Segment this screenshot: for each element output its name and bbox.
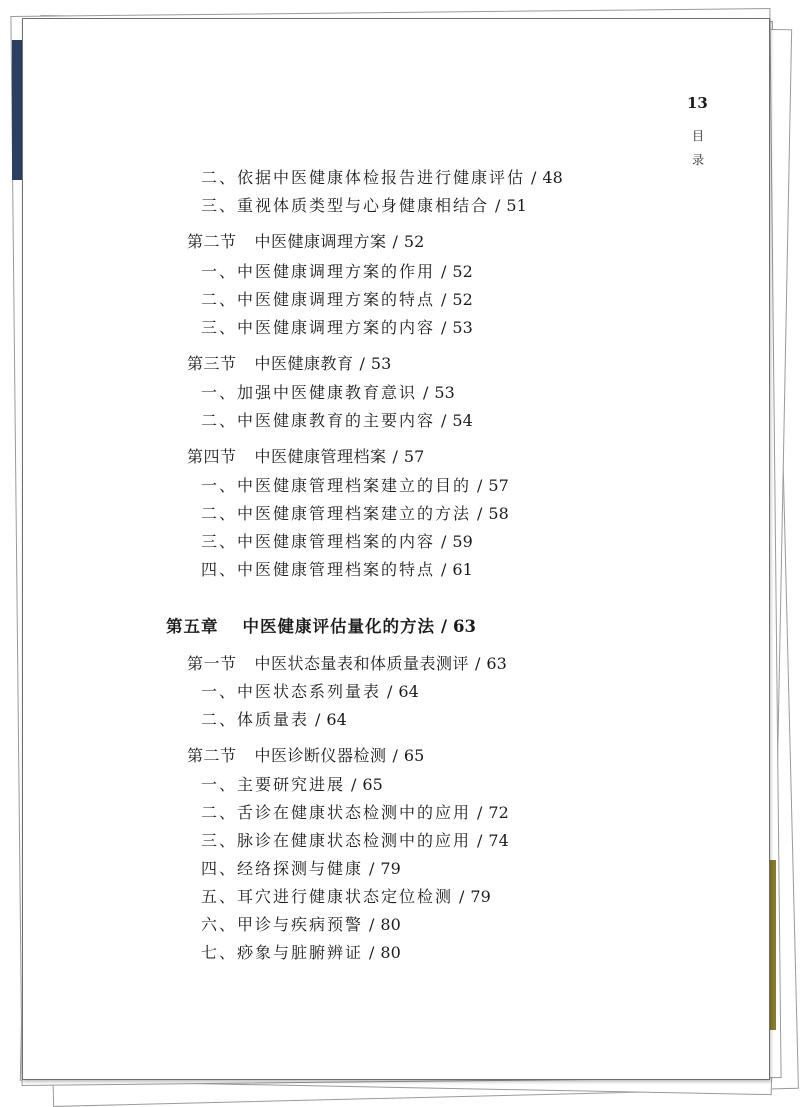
toc-section-entry[interactable] (187, 444, 424, 467)
toc-separator: / (392, 447, 398, 466)
toc-page-number: 64 (326, 710, 347, 729)
toc-separator: / (531, 168, 537, 187)
toc-separator: / (477, 476, 483, 495)
toc-item-entry[interactable] (201, 165, 563, 188)
toc-page-number: 57 (488, 476, 509, 495)
toc-separator: / (477, 831, 483, 850)
toc-entry-title: 二、中医健康教育的主要内容 (201, 411, 436, 430)
toc-page-number: 53 (434, 383, 455, 402)
toc-entry-title: 三、中医健康调理方案的内容 (201, 318, 436, 337)
book-cover-edge (12, 40, 22, 180)
toc-section-entry[interactable] (187, 351, 391, 374)
toc-item-entry[interactable] (201, 707, 347, 730)
toc-entry-title: 一、加强中医健康教育意识 (201, 383, 418, 402)
toc-section-entry[interactable] (187, 743, 424, 766)
toc-entry-title: 二、中医健康调理方案的特点 (201, 290, 436, 309)
toc-page-number: 65 (362, 775, 383, 794)
toc-entry-title: 四、经络探测与健康 (201, 859, 364, 878)
toc-entry-title: 三、重视体质类型与心身健康相结合 (201, 196, 490, 215)
toc-separator: / (441, 262, 447, 281)
toc-separator: / (351, 775, 357, 794)
toc-page-number: 48 (542, 168, 563, 187)
toc-entry-title: 一、中医状态系列量表 (201, 682, 382, 701)
toc-page (22, 18, 770, 1080)
toc-item-entry[interactable] (201, 884, 491, 907)
toc-section-label: 第四节 (187, 447, 237, 466)
toc-entry-title: 三、中医健康管理档案的内容 (201, 532, 436, 551)
toc-section-entry[interactable] (187, 229, 424, 252)
toc-section-label: 第一节 (187, 654, 237, 673)
toc-page-number: 72 (488, 803, 509, 822)
toc-separator: / (475, 654, 481, 673)
toc-entry-title: 中医健康调理方案 (254, 232, 387, 251)
page-number: 13 (687, 94, 708, 112)
toc-item-entry[interactable] (201, 529, 473, 552)
toc-page-number: 80 (380, 915, 401, 934)
toc-section-label: 第三节 (187, 354, 237, 373)
toc-item-entry[interactable] (201, 473, 509, 496)
toc-page-number: 79 (380, 859, 401, 878)
toc-entry-title: 一、中医健康调理方案的作用 (201, 262, 436, 281)
toc-section-entry[interactable] (187, 651, 507, 674)
running-head: 目录 (691, 129, 704, 167)
toc-item-entry[interactable] (201, 380, 455, 403)
toc-separator: / (477, 504, 483, 523)
toc-separator: / (387, 682, 393, 701)
toc-page-number: 80 (380, 943, 401, 962)
toc-separator: / (495, 196, 501, 215)
toc-page-number: 65 (403, 746, 425, 765)
toc-separator: / (359, 354, 365, 373)
toc-separator: / (369, 943, 375, 962)
toc-separator: / (423, 383, 429, 402)
toc-page-number: 64 (398, 682, 419, 701)
toc-entry-title: 二、依据中医健康体检报告进行健康评估 (201, 168, 526, 187)
toc-item-entry[interactable] (201, 408, 473, 431)
toc-page-number: 63 (486, 654, 507, 673)
toc-item-entry[interactable] (201, 912, 401, 935)
toc-entry-title: 一、中医健康管理档案建立的目的 (201, 476, 472, 495)
toc-entry-title: 二、舌诊在健康状态检测中的应用 (201, 803, 472, 822)
toc-entry-title: 二、体质量表 (201, 710, 310, 729)
toc-page-number: 63 (453, 617, 476, 636)
toc-entry-title: 中医健康管理档案 (254, 447, 387, 466)
toc-entry-title: 七、痧象与脏腑辨证 (201, 943, 364, 962)
toc-item-entry[interactable] (201, 287, 473, 310)
toc-page-number: 58 (488, 504, 509, 523)
toc-chapter-label: 第五章 (166, 617, 219, 636)
toc-separator: / (392, 232, 398, 251)
toc-entry-title: 中医健康评估量化的方法 (242, 617, 435, 636)
toc-separator: / (315, 710, 321, 729)
toc-separator: / (477, 803, 483, 822)
toc-separator: / (441, 318, 447, 337)
toc-separator: / (392, 746, 398, 765)
toc-item-entry[interactable] (201, 772, 383, 795)
toc-separator: / (441, 560, 447, 579)
toc-entry-title: 四、中医健康管理档案的特点 (201, 560, 436, 579)
toc-separator: / (441, 532, 447, 551)
toc-page-number: 51 (506, 196, 527, 215)
toc-entry-title: 中医健康教育 (254, 354, 354, 373)
toc-page-number: 59 (452, 532, 473, 551)
toc-item-entry[interactable] (201, 940, 401, 963)
toc-item-entry[interactable] (201, 828, 509, 851)
toc-separator: / (369, 859, 375, 878)
toc-chapter-entry[interactable] (166, 613, 476, 637)
toc-item-entry[interactable] (201, 259, 473, 282)
toc-separator: / (441, 290, 447, 309)
toc-entry-title: 一、主要研究进展 (201, 775, 346, 794)
toc-separator: / (369, 915, 375, 934)
toc-separator: / (441, 411, 447, 430)
toc-page-number: 79 (470, 887, 491, 906)
toc-section-label: 第二节 (187, 746, 237, 765)
toc-page-number: 61 (452, 560, 473, 579)
toc-item-entry[interactable] (201, 800, 509, 823)
toc-entry-title: 二、中医健康管理档案建立的方法 (201, 504, 472, 523)
toc-page-number: 57 (403, 447, 425, 466)
toc-section-label: 第二节 (187, 232, 237, 251)
toc-page-number: 52 (452, 262, 473, 281)
toc-item-entry[interactable] (201, 315, 473, 338)
toc-item-entry[interactable] (201, 193, 527, 216)
toc-entry-title: 中医诊断仪器检测 (254, 746, 387, 765)
toc-entry-title: 中医状态量表和体质量表测评 (254, 654, 470, 673)
toc-separator: / (441, 617, 448, 636)
toc-item-entry[interactable] (201, 557, 473, 580)
toc-item-entry[interactable] (201, 679, 419, 702)
toc-separator: / (459, 887, 465, 906)
toc-page-number: 54 (452, 411, 473, 430)
toc-entry-title: 三、脉诊在健康状态检测中的应用 (201, 831, 472, 850)
toc-page-number: 52 (452, 290, 473, 309)
toc-page-number: 52 (403, 232, 425, 251)
toc-page-number: 53 (370, 354, 392, 373)
toc-page-number: 74 (488, 831, 509, 850)
toc-entry-title: 六、甲诊与疾病预警 (201, 915, 364, 934)
toc-item-entry[interactable] (201, 856, 401, 879)
toc-page-number: 53 (452, 318, 473, 337)
toc-item-entry[interactable] (201, 501, 509, 524)
toc-entry-title: 五、耳穴进行健康状态定位检测 (201, 887, 454, 906)
